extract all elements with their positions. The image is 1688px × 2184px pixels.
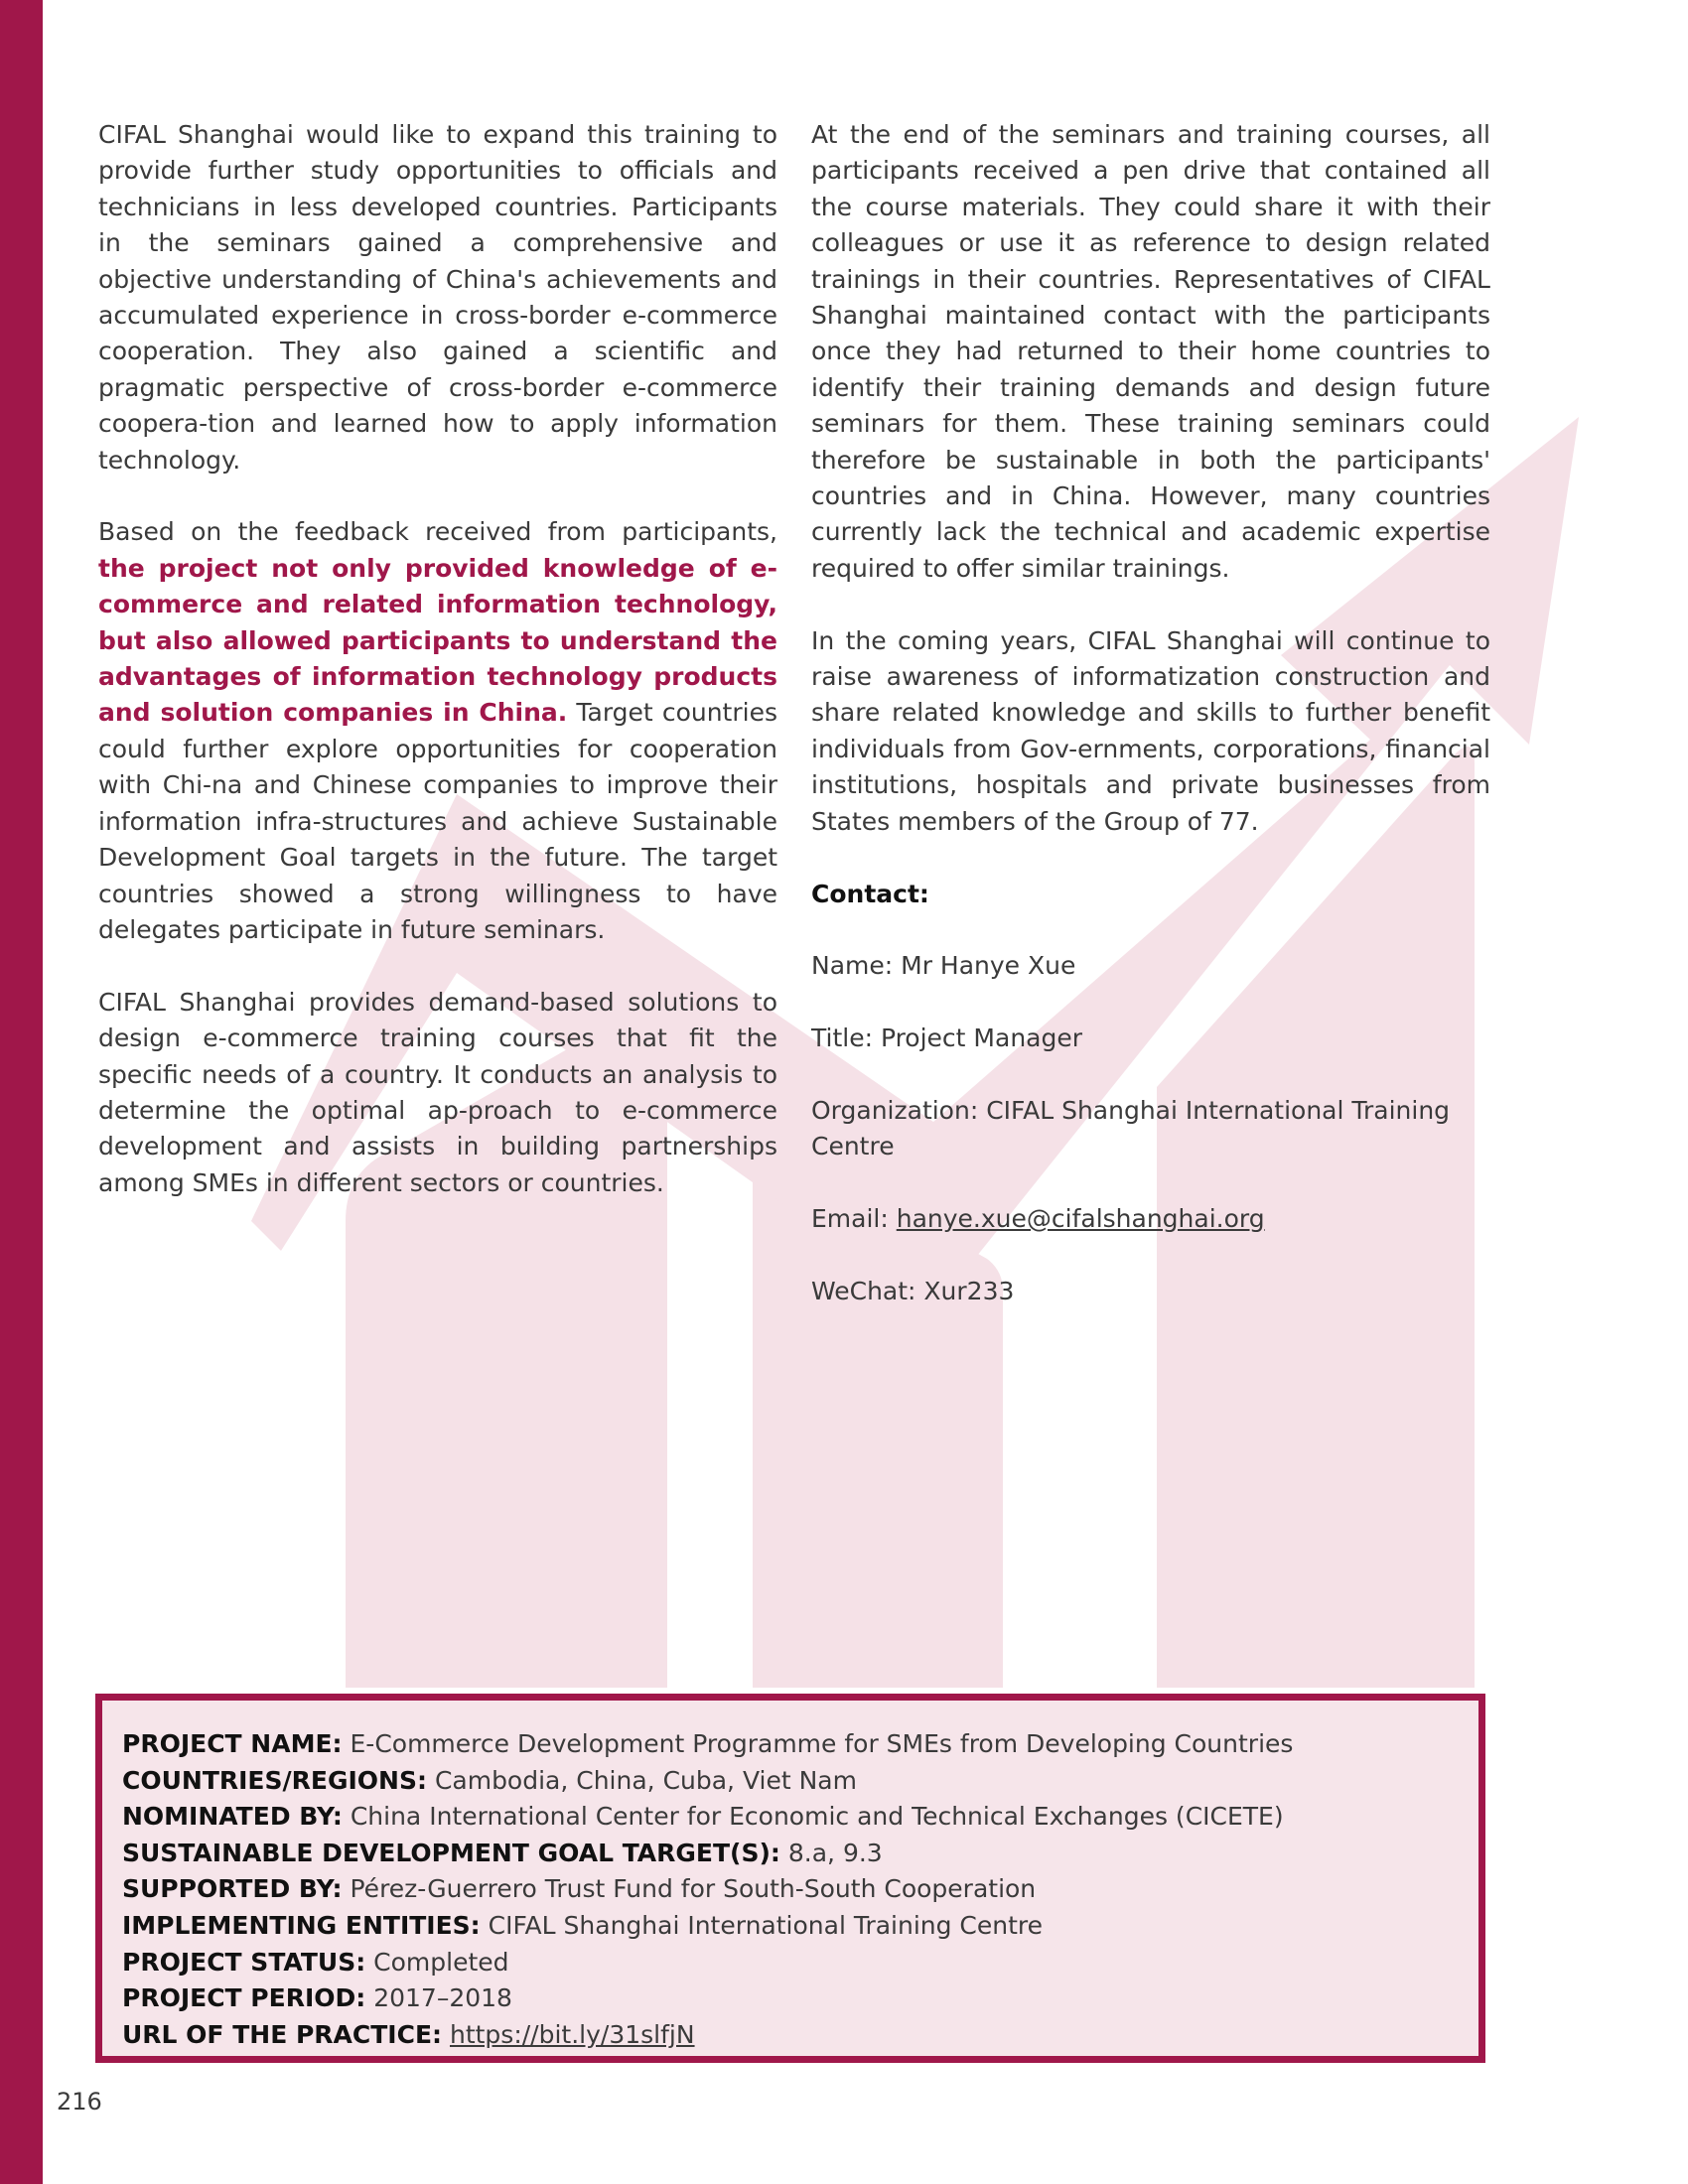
contact-wechat: WeChat: Xur233	[811, 1276, 1015, 1305]
info-value: China International Center for Economic and Technical Exchanges (CICETE)	[350, 1802, 1284, 1832]
left-column	[98, 117, 777, 1238]
project-info-row	[122, 1871, 1459, 1908]
info-value: Cambodia, China, Cuba, Viet Nam	[434, 1765, 857, 1795]
project-info-row	[122, 1726, 1459, 1763]
info-label: PROJECT PERIOD:	[122, 1983, 366, 2013]
contact-name: Name: Mr Hanye Xue	[811, 951, 1076, 981]
paragraph	[98, 514, 777, 948]
paragraph: In the coming years, CIFAL Shanghai will continue to raise awareness of informatization construction and share related knowledge and skills to further benefit individuals from Gov-ernments, corporations, financial institutions, hospitals and private businesses from States members of the Group of 77.	[811, 625, 1490, 836]
right-column	[811, 117, 1490, 1346]
contact-email-label: Email:	[811, 1204, 897, 1234]
practice-url-link[interactable]: https://bit.ly/31slfjN	[449, 2019, 695, 2049]
contact-title: Title: Project Manager	[811, 1024, 1083, 1053]
project-info-box	[95, 1694, 1485, 2063]
info-label: PROJECT NAME:	[122, 1729, 343, 1758]
info-label: URL OF THE PRACTICE:	[122, 2019, 443, 2049]
project-info-row	[122, 1836, 1459, 1872]
contact-block	[811, 877, 1490, 1310]
info-value: E-Commerce Development Programme for SMEs from Developing Countries	[350, 1729, 1294, 1758]
project-info-row	[122, 1799, 1459, 1836]
info-label: IMPLEMENTING ENTITIES:	[122, 1910, 481, 1940]
page-number: 216	[57, 2088, 102, 2116]
paragraph: CIFAL Shanghai would like to expand this training to provide further study opportunities to officials and technicians in less developed countries. Participants in the seminars gained a comprehensive and objective understanding of China's achievements and accumulated experience in cross-border e-commerce cooperation. They also gained a scientific and pragmatic perspective of cross-border e-commerce coopera-tion and learned how to apply information technology.	[98, 120, 777, 475]
highlighted-text: the project not only provided knowledge of e-commerce and related information technology, but also allowed participants to understand the advantages of information technology products and solution companies in China.	[98, 553, 777, 728]
project-info-row	[122, 1908, 1459, 1945]
info-label: PROJECT STATUS:	[122, 1947, 366, 1977]
info-value: Completed	[373, 1947, 509, 1977]
project-info-row	[122, 1763, 1459, 1800]
info-value: 2017–2018	[373, 1983, 512, 2013]
paragraph: At the end of the seminars and training courses, all participants received a pen drive that contained all the course materials. They could share it with their colleagues or use it as reference to design related trainings in their countries. Representatives of CIFAL Shanghai maintained contact with the participants once they had returned to their home countries to identify their training demands and design future seminars for them. These training seminars could therefore be sustainable in both the participants' countries and in China. However, many countries currently lack the technical and academic expertise required to offer similar trainings.	[811, 120, 1490, 583]
project-info-row	[122, 1945, 1459, 1981]
info-label: COUNTRIES/REGIONS:	[122, 1765, 427, 1795]
contact-heading: Contact:	[811, 879, 929, 908]
paragraph: CIFAL Shanghai provides demand-based solutions to design e-commerce training courses that fit the specific needs of a country. It conducts an analysis to determine the optimal ap-proach to e-commerce development and assists in building partnerships among SMEs in different sectors or countries.	[98, 987, 777, 1197]
paragraph-continuation: Target countries could further explore opportunities for cooperation with Chi-na and Chinese companies to improve their information infra-structures and achieve Sustainable Development Goal targets in the future. The target countries showed a strong willingness to have delegates participate in future seminars.	[98, 698, 777, 944]
project-info-row	[122, 1980, 1459, 2017]
contact-organization: Organization: CIFAL Shanghai International Training Centre	[811, 1095, 1451, 1161]
info-value: CIFAL Shanghai International Training Centre	[488, 1910, 1044, 1940]
info-label: NOMINATED BY:	[122, 1802, 343, 1832]
info-value: 8.a, 9.3	[787, 1838, 883, 1867]
paragraph-intro: Based on the feedback received from participants,	[98, 517, 777, 547]
info-value: Pérez-Guerrero Trust Fund for South-South Cooperation	[350, 1874, 1037, 1904]
project-info-row	[122, 2017, 1459, 2054]
info-label: SUSTAINABLE DEVELOPMENT GOAL TARGET(S):	[122, 1838, 780, 1867]
contact-email-row	[811, 1201, 1490, 1237]
contact-email-link[interactable]: hanye.xue@cifalshanghai.org	[896, 1204, 1265, 1234]
info-value	[450, 2020, 695, 2049]
info-label: SUPPORTED BY:	[122, 1874, 343, 1904]
